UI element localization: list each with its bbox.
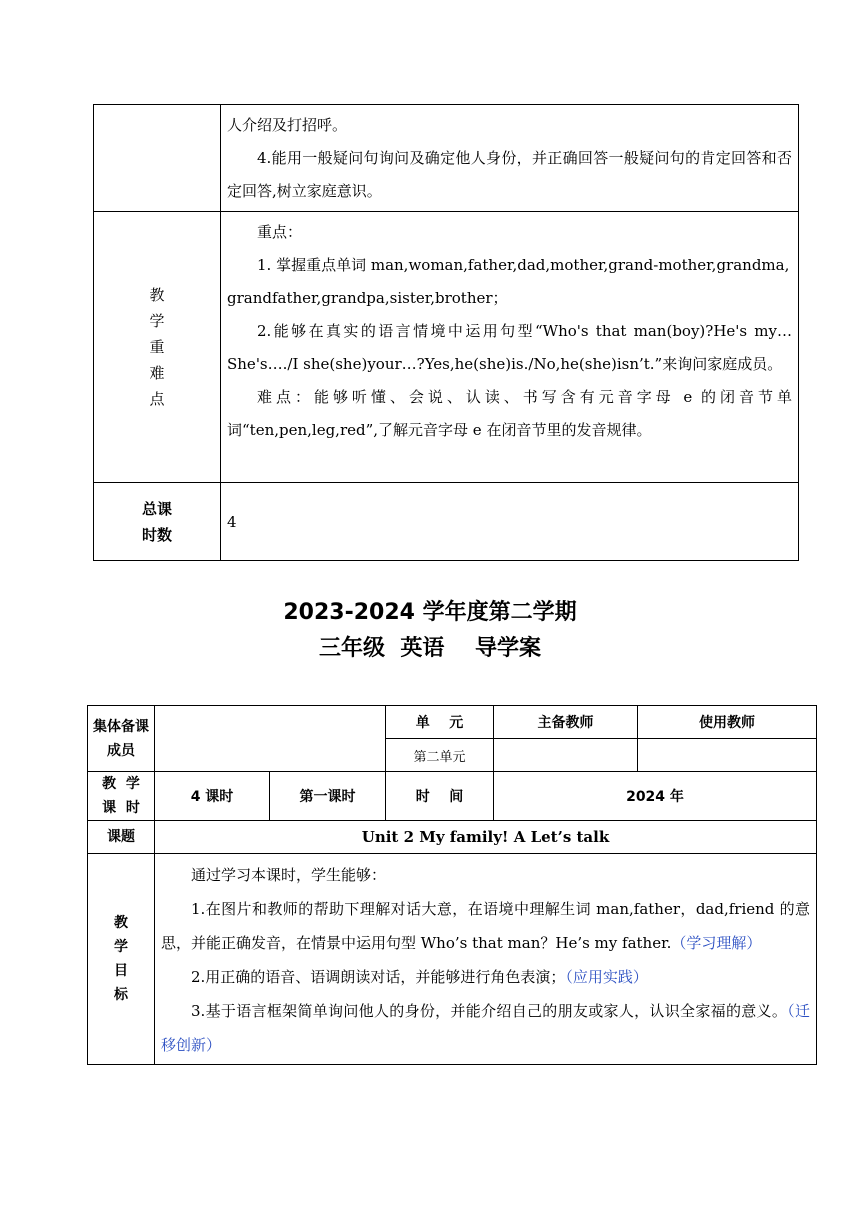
objectives-content-cell	[221, 105, 799, 212]
objectives-intro: 通过学习本课时，学生能够：	[191, 866, 387, 884]
user-teacher-value	[638, 739, 817, 772]
unit-value: 第二单元	[386, 739, 494, 772]
key-point-2: 2.能够在真实的语言情境中运用句型“Who's that man(boy)?He's my…She's…./I she(she)your…?Yes,he(she)is./No,he(she)isn’t.”来询问家庭成员。	[227, 322, 792, 373]
objectives-label-char: 教	[114, 915, 128, 931]
objectives-label-cell	[94, 105, 221, 212]
topic-label: 课题	[88, 821, 155, 854]
objective-3-text: 3.基于语言框架简单询问他人的身份，并能介绍自己的朋友或家人，认识全家福的意义。	[191, 1002, 788, 1020]
lesson-plan-table-continued	[93, 104, 799, 561]
total-hours-label-line: 总课	[141, 499, 172, 518]
lesson-hours-label: 教 学 课 时	[88, 772, 155, 821]
difficulty-point: 难点：能够听懂、会说、认读、书写含有元音字母 e 的闭音节单词“ten,pen,leg,red”,了解元音字母 e 在闭音节里的发音规律。	[227, 388, 792, 439]
objective-line-3-cont: 人介绍及打招呼。	[227, 116, 348, 134]
key-points-label-char: 学	[149, 312, 165, 330]
unit-label: 单 元	[386, 706, 494, 739]
objectives-label	[88, 854, 155, 1065]
topic-value: Unit 2 My family! A Let’s talk	[155, 821, 817, 854]
objective-line-4: 4.能用一般疑问句询问及确定他人身份，并正确回答一般疑问句的肯定回答和否定回答,树立家庭意识。	[227, 149, 792, 200]
prep-members-value	[155, 706, 386, 772]
objective-3-tag: （迁移创新）	[161, 1002, 810, 1054]
objectives-content	[155, 854, 817, 1065]
key-point-1-continued: grandfather,grandpa,sister,brother；	[227, 289, 508, 307]
key-points-label-char: 重	[149, 338, 165, 356]
user-teacher-label: 使用教师	[638, 706, 817, 739]
objective-1	[161, 892, 810, 960]
lead-teacher-label: 主备教师	[494, 706, 638, 739]
document-title-term: 2023-2024 学年度第二学期	[283, 600, 577, 625]
objective-2	[161, 960, 810, 994]
time-value: 2024 年	[494, 772, 817, 821]
objective-1-text: 1.在图片和教师的帮助下理解对话大意，在语境中理解生词 man,father，dad,friend 的意思，并能正确发音，在情景中运用句型 Who’s that man？He’s my father.	[161, 900, 810, 952]
time-label: 时 间	[386, 772, 494, 821]
key-points-content-cell	[221, 212, 799, 483]
objectives-label-char: 目	[114, 963, 128, 979]
study-guide-table	[87, 705, 817, 1065]
total-hours-label-cell	[94, 483, 221, 561]
key-points-label-char: 难	[149, 364, 165, 382]
total-hours-label-line: 时数	[141, 525, 172, 544]
total-hours-value: 4	[227, 512, 237, 531]
key-points-label-char: 点	[149, 390, 165, 408]
lesson-hours-value: 4 课时	[155, 772, 270, 821]
key-point-1: 1. 掌握重点单词 man,woman,father,dad,mother,grand-mother,grandma,	[257, 256, 790, 274]
objectives-label-char: 标	[114, 987, 128, 1003]
objective-1-tag: （学习理解）	[671, 934, 762, 952]
lead-teacher-value	[494, 739, 638, 772]
key-points-heading: 重点：	[257, 223, 303, 241]
objective-3	[161, 994, 810, 1062]
objective-2-tag: （应用实践）	[565, 968, 648, 986]
key-points-label-char: 教	[149, 286, 165, 304]
document-title-subject: 三年级 英语 导学案	[319, 636, 541, 661]
objective-2-text: 2.用正确的语音、语调朗读对话，并能够进行角色表演；	[191, 968, 566, 986]
lesson-number: 第一课时	[270, 772, 386, 821]
total-hours-value-cell	[221, 483, 799, 561]
objectives-label-char: 学	[114, 939, 128, 955]
key-points-label-cell	[94, 212, 221, 483]
prep-members-label: 集体备课成员	[88, 706, 155, 772]
